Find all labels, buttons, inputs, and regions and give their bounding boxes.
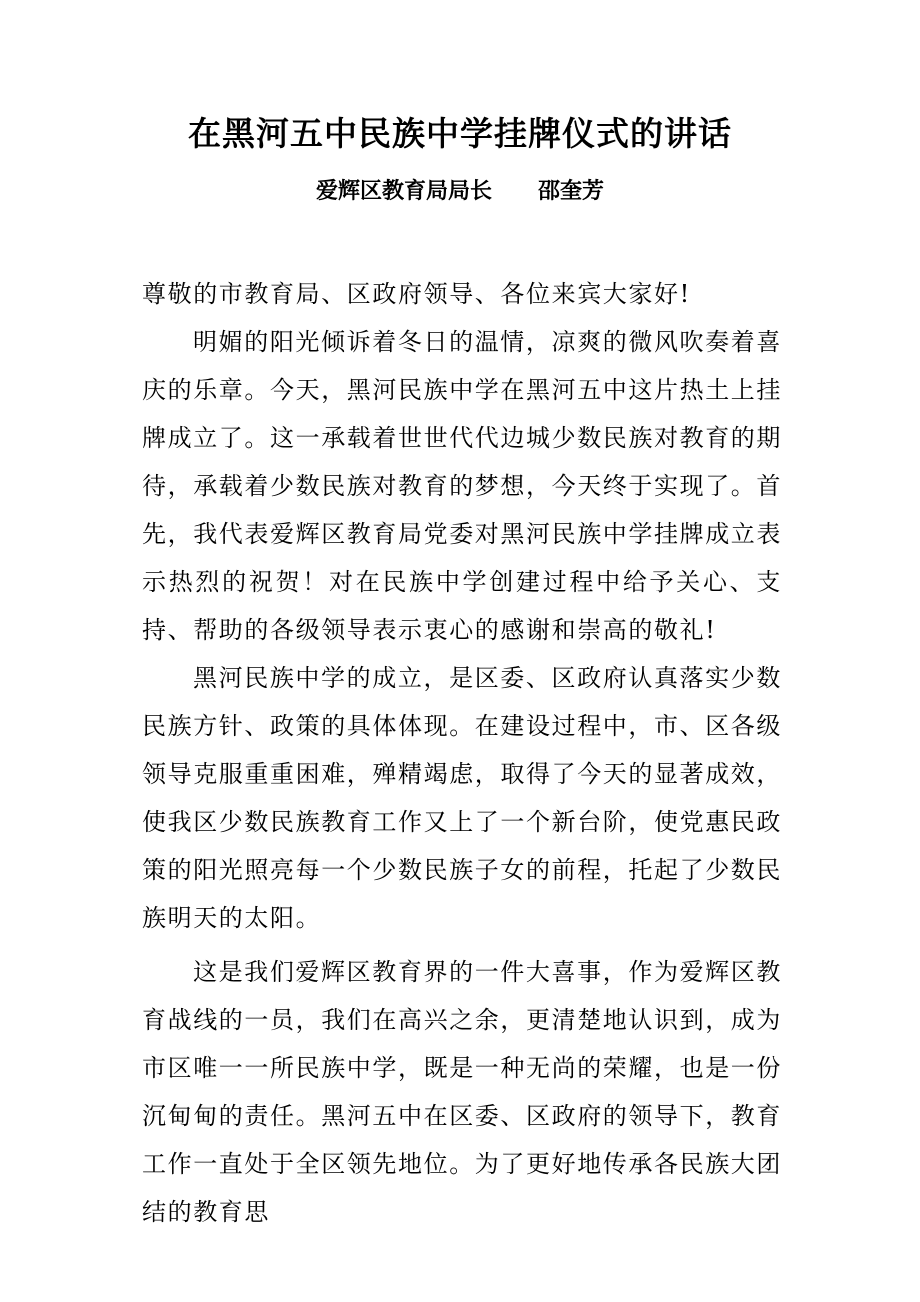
- salutation: 尊敬的市教育局、区政府领导、各位来宾大家好!: [142, 280, 691, 308]
- paragraph-3: 这是我们爱辉区教育界的一件大喜事，作为爱辉区教育战线的一员，我们在高兴之余，更清楚地认识到，成为市区唯一一所民族中学，既是一种无尚的荣耀，也是一份沉甸甸的责任。黑河五中在区委、区政府的领导下，教育工作一直处于全区领先地位。为了更好地传承各民族大团结的教育思: [142, 958, 782, 1226]
- document-title: 在黑河五中民族中学挂牌仪式的讲话: [188, 114, 732, 153]
- paragraph-1: 明媚的阳光倾诉着冬日的温情，凉爽的微风吹奏着喜庆的乐章。今天，黑河民族中学在黑河五中这片热土上挂牌成立了。这一承载着世世代代边城少数民族对教育的期待，承载着少数民族对教育的梦想，今天终于实现了。首先，我代表爱辉区教育局党委对黑河民族中学挂牌成立表示热烈的祝贺！对在民族中学创建过程中给予关心、支持、帮助的各级领导表示衷心的感谢和崇高的敬礼!: [142, 328, 782, 644]
- paragraph-2: 黑河民族中学的成立，是区委、区政府认真落实少数民族方针、政策的具体体现。在建设过程中，市、区各级领导克服重重困难，殚精竭虑，取得了今天的显著成效，使我区少数民族教育工作又上了一个新台阶，使党惠民政策的阳光照亮每一个少数民族子女的前程，托起了少数民族明天的太阳。: [142, 664, 782, 932]
- speech-body: [142, 270, 782, 1236]
- author-byline: 爱辉区教育局局长 邵奎芳: [316, 179, 604, 204]
